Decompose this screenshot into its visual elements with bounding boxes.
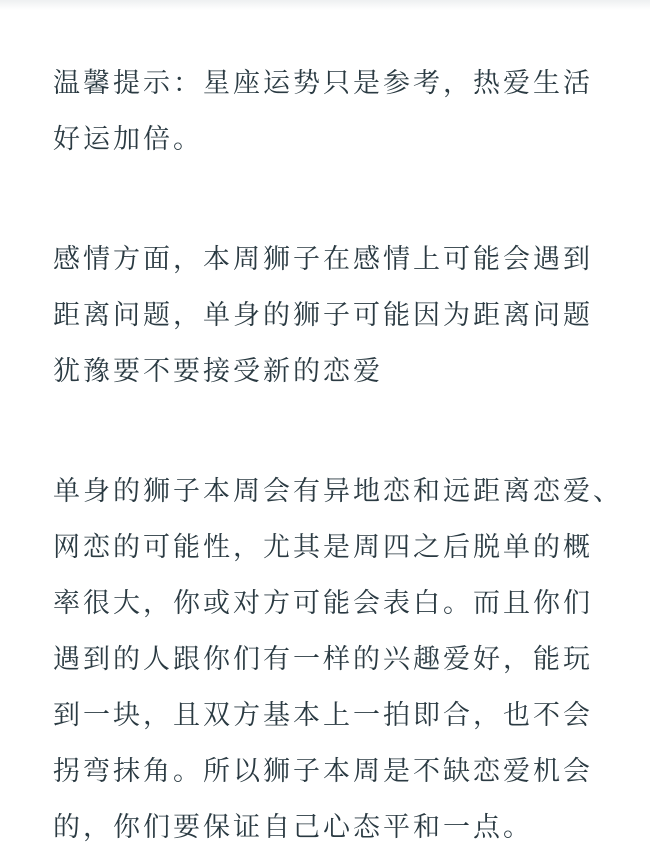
article-body bbox=[53, 56, 633, 856]
top-edge-shading bbox=[0, 0, 650, 10]
text-line: 遇到的人跟你们有一样的兴趣爱好，能玩 bbox=[53, 644, 593, 675]
text-line: 到一块，且双方基本上一拍即合，也不会 bbox=[53, 700, 593, 731]
text-line: 的，你们要保证自己心态平和一点。 bbox=[53, 812, 533, 843]
text-line: 拐弯抹角。所以狮子本周是不缺恋爱机会 bbox=[53, 756, 593, 787]
tip-paragraph bbox=[53, 56, 633, 168]
single-leo-paragraph bbox=[53, 464, 633, 856]
text-line: 单身的狮子本周会有异地恋和远距离恋爱、 bbox=[53, 476, 623, 507]
text-line: 感情方面，本周狮子在感情上可能会遇到 bbox=[53, 244, 593, 275]
text-line: 距离问题，单身的狮子可能因为距离问题 bbox=[53, 300, 593, 331]
text-line: 犹豫要不要接受新的恋爱 bbox=[53, 356, 383, 387]
text-line: 网恋的可能性，尤其是周四之后脱单的概 bbox=[53, 532, 593, 563]
text-line: 温馨提示：星座运势只是参考，热爱生活 bbox=[53, 68, 593, 99]
text-line: 好运加倍。 bbox=[53, 124, 203, 155]
text-line: 率很大，你或对方可能会表白。而且你们 bbox=[53, 588, 593, 619]
emotion-paragraph bbox=[53, 232, 633, 400]
